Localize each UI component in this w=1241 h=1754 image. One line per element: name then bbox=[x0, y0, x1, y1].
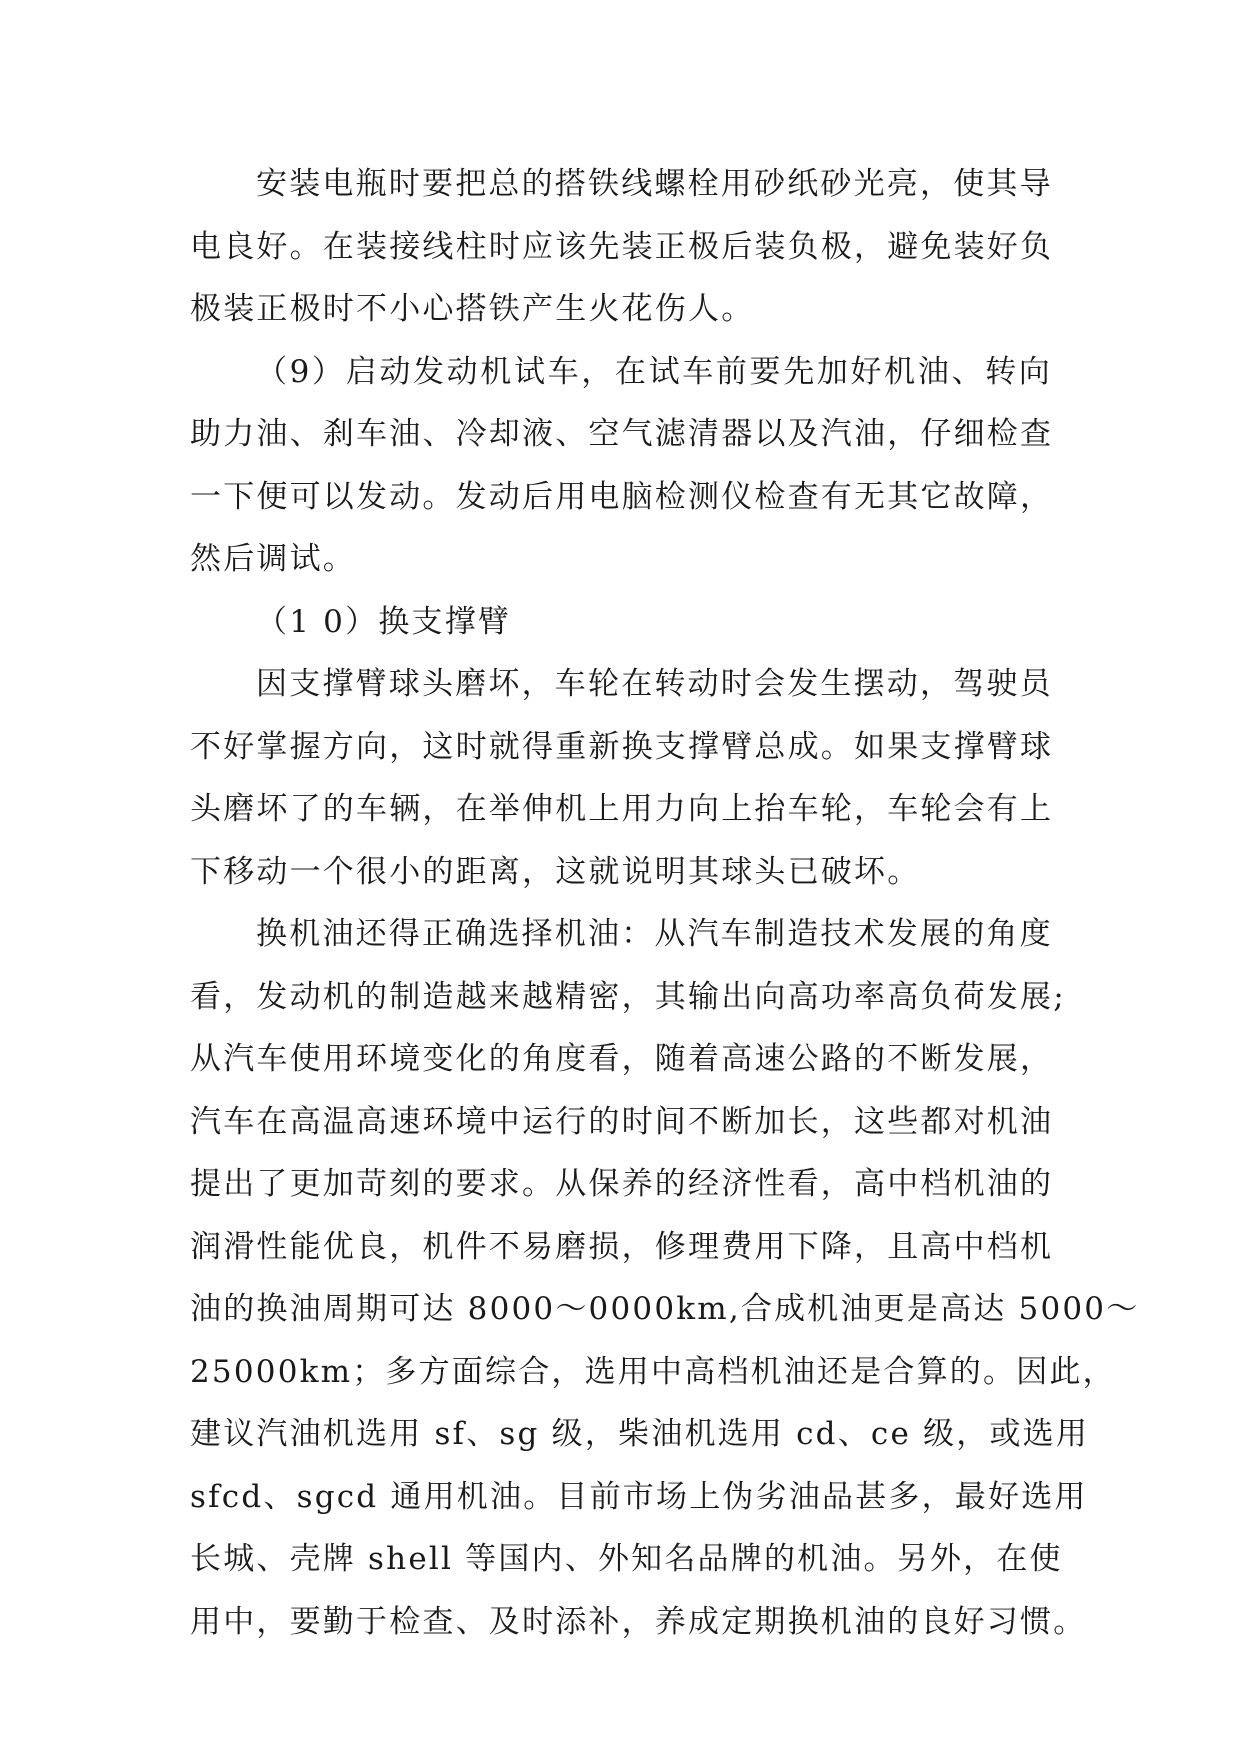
text-line: 电良好。在装接线柱时应该先装正极后装负极，避免装好负 bbox=[190, 228, 1054, 265]
text-line: 用中，要勤于检查、及时添补，养成定期换机油的良好习惯。 bbox=[190, 1603, 1087, 1640]
text-line: 看，发动机的制造越来越精密，其输出向高功率高负荷发展; bbox=[190, 978, 1066, 1015]
text-line: 从汽车使用环境变化的角度看，随着高速公路的不断发展， bbox=[190, 1041, 1054, 1077]
text-line: 安装电瓶时要把总的搭铁线螺栓用砂纸砂光亮，使其导 bbox=[256, 166, 1053, 202]
text-line: 然后调试。 bbox=[190, 541, 356, 577]
text-line: 油的换油周期可达 8000～0000km,合成机油更是高达 5000～ bbox=[190, 1291, 1140, 1327]
text-line: 极装正极时不小心搭铁产生火花伤人。 bbox=[190, 291, 755, 327]
text-line: 汽车在高温高速环境中运行的时间不断加长，这些都对机油 bbox=[190, 1103, 1054, 1140]
text-line: 润滑性能优良，机件不易磨损，修理费用下降，且高中档机 bbox=[190, 1228, 1054, 1265]
text-line: 建议汽油机选用 sf、sg 级，柴油机选用 cd、ce 级，或选用 bbox=[190, 1416, 1090, 1452]
text-line: 一下便可以发动。发动后用电脑检测仪检查有无其它故障， bbox=[190, 478, 1054, 515]
body-text bbox=[190, 153, 1140, 1653]
text-line: 助力油、刹车油、冷却液、空气滤清器以及汽油，仔细检查 bbox=[190, 416, 1054, 452]
text-line: 头磨坏了的车辆，在举伸机上用力向上抬车轮，车轮会有上 bbox=[190, 791, 1054, 827]
text-line: 提出了更加苛刻的要求。从保养的经济性看，高中档机油的 bbox=[190, 1166, 1054, 1202]
text-line: 换机油还得正确选择机油：从汽车制造技术发展的角度 bbox=[256, 916, 1053, 952]
text-line: 因支撑臂球头磨坏，车轮在转动时会发生摆动，驾驶员 bbox=[256, 666, 1053, 702]
text-line: 下移动一个很小的距离，这就说明其球头已破坏。 bbox=[190, 853, 921, 890]
text-line: （9）启动发动机试车，在试车前要先加好机油、转向 bbox=[256, 353, 1052, 390]
text-line: sfcd、sgcd 通用机油。目前市场上伪劣油品甚多，最好选用 bbox=[190, 1478, 1088, 1515]
text-line: 长城、壳牌 shell 等国内、外知名品牌的机油。另外，在使 bbox=[190, 1541, 1063, 1577]
text-line: （1 0）换支撑臂 bbox=[256, 603, 512, 640]
text-line: 25000km；多方面综合，选用中高档机油还是合算的。因此， bbox=[190, 1353, 1116, 1390]
text-line: 不好掌握方向，这时就得重新换支撑臂总成。如果支撑臂球 bbox=[190, 728, 1054, 765]
